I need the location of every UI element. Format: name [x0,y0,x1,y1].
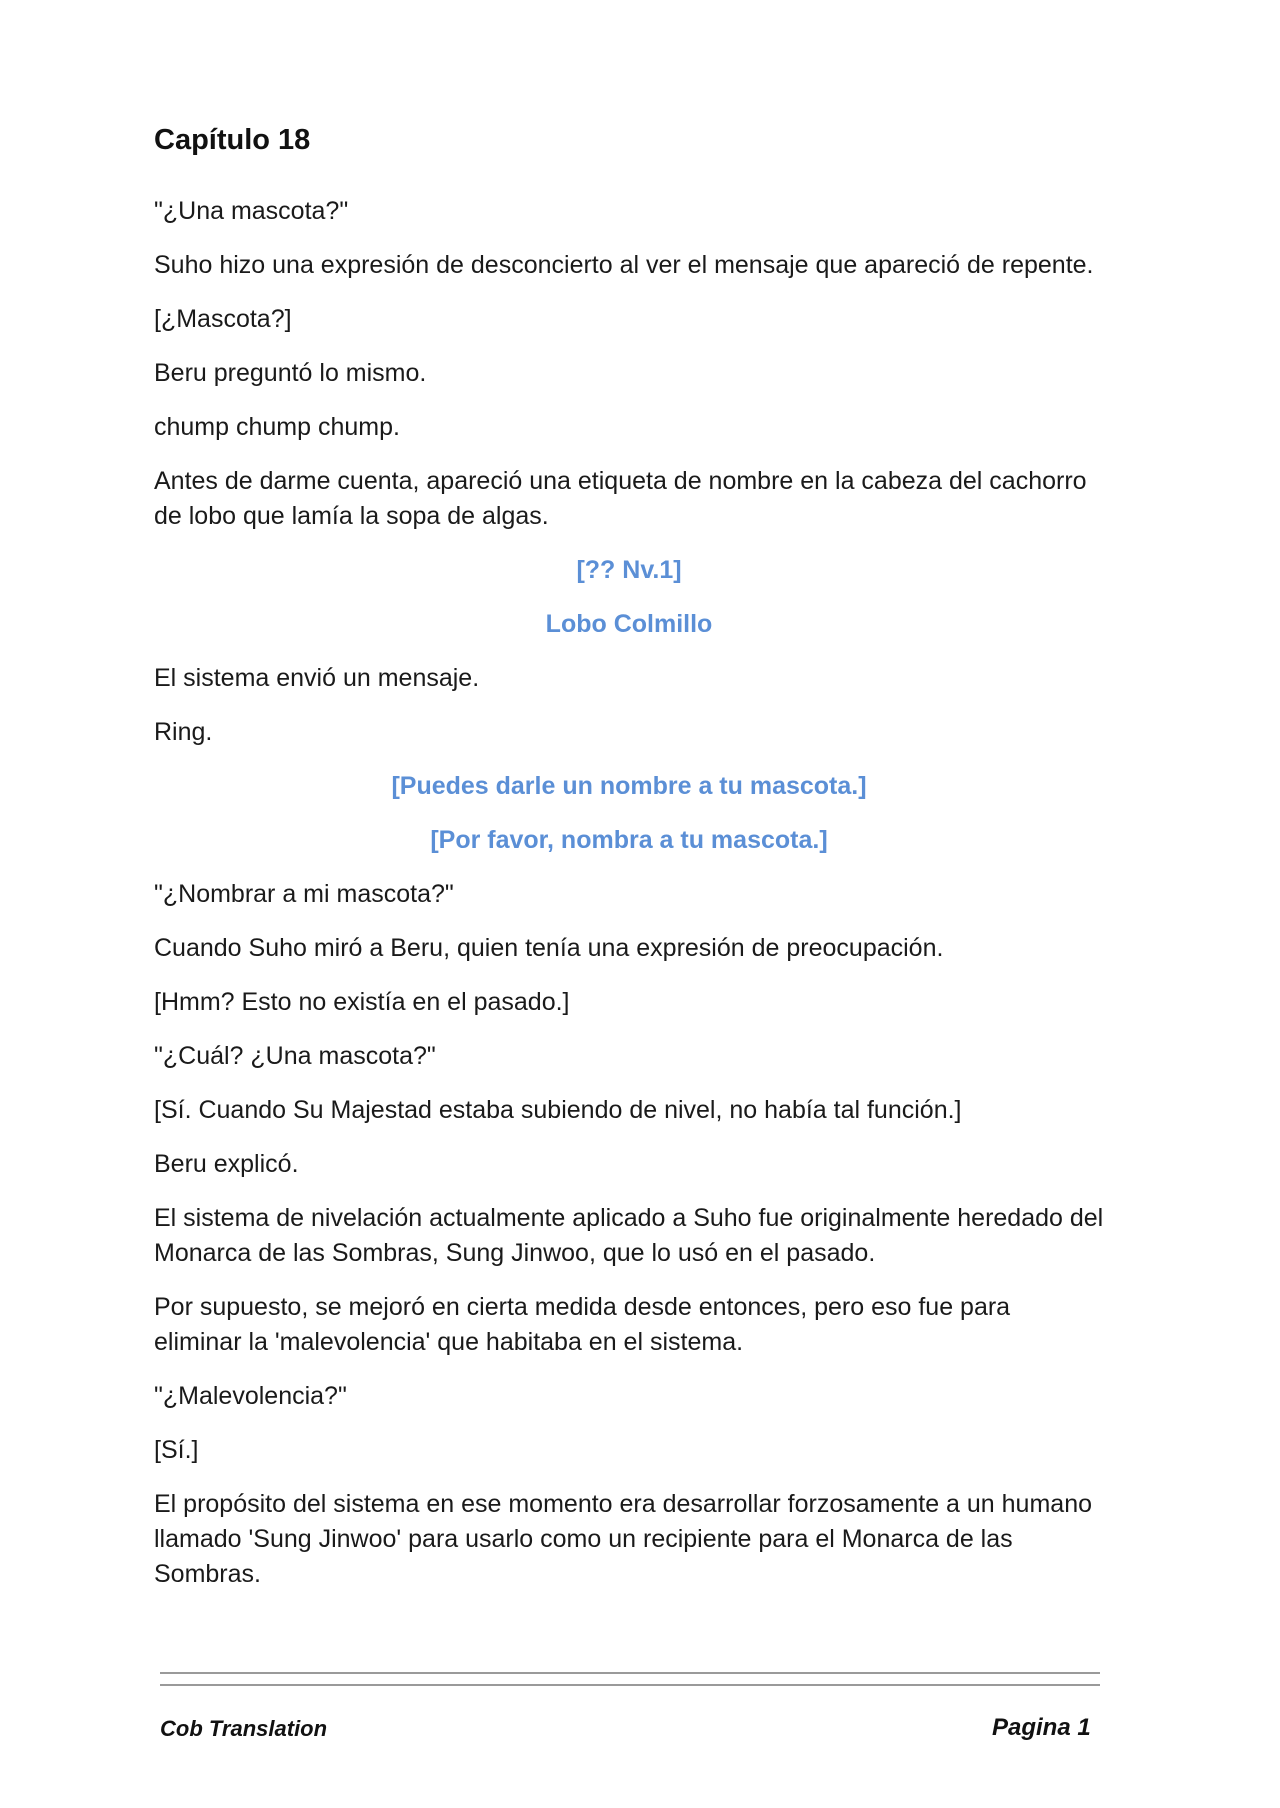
footer-translator: Cob Translation [160,1716,328,1741]
paragraph: [Sí. Cuando Su Majestad estaba subiendo de nivel, no había tal función.] [154,1096,962,1124]
chapter-content [154,120,1104,1611]
system-message: [Puedes darle un nombre a tu mascota.] [391,772,867,800]
paragraph: "¿Nombrar a mi mascota?" [154,880,454,908]
paragraph: Suho hizo una expresión de desconcierto al ver el mensaje que apareció de repente. [154,251,1094,279]
footer-divider-top [160,1672,1100,1674]
system-message: Lobo Colmillo [545,610,713,638]
paragraph: "¿Malevolencia?" [154,1382,347,1410]
paragraph: chump chump chump. [154,413,400,441]
paragraph: Por supuesto, se mejoró en cierta medida desde entonces, pero eso fue para eliminar la 'malevolencia' que habitaba en el sistema. [154,1293,1011,1356]
paragraph: Beru preguntó lo mismo. [154,359,427,387]
footer-divider-bottom [160,1684,1100,1686]
paragraph: Ring. [154,718,213,746]
paragraph: [Sí.] [154,1436,199,1464]
paragraph: El sistema envió un mensaje. [154,664,480,692]
paragraph: "¿Cuál? ¿Una mascota?" [154,1042,436,1070]
chapter-title: Capítulo 18 [154,124,311,156]
paragraph: El propósito del sistema en ese momento era desarrollar forzosamente a un humano llamado 'Sung Jinwoo' para usarlo como un recipiente para el Monarca de las Sombras. [154,1490,1093,1588]
page-number: Pagina 1 [992,1714,1091,1741]
paragraph: [¿Mascota?] [154,305,292,333]
paragraph: [Hmm? Esto no existía en el pasado.] [154,988,570,1016]
paragraph: Beru explicó. [154,1150,299,1178]
paragraph: "¿Una mascota?" [154,197,349,225]
paragraph: El sistema de nivelación actualmente aplicado a Suho fue originalmente heredado del Monarca de las Sombras, Sung Jinwoo, que lo usó en el pasado. [154,1204,1104,1267]
system-message: [Por favor, nombra a tu mascota.] [430,826,828,854]
paragraph: Antes de darme cuenta, apareció una etiqueta de nombre en la cabeza del cachorro de lobo que lamía la sopa de algas. [154,467,1087,530]
system-message: [?? Nv.1] [576,556,682,584]
paragraph: Cuando Suho miró a Beru, quien tenía una expresión de preocupación. [154,934,944,962]
